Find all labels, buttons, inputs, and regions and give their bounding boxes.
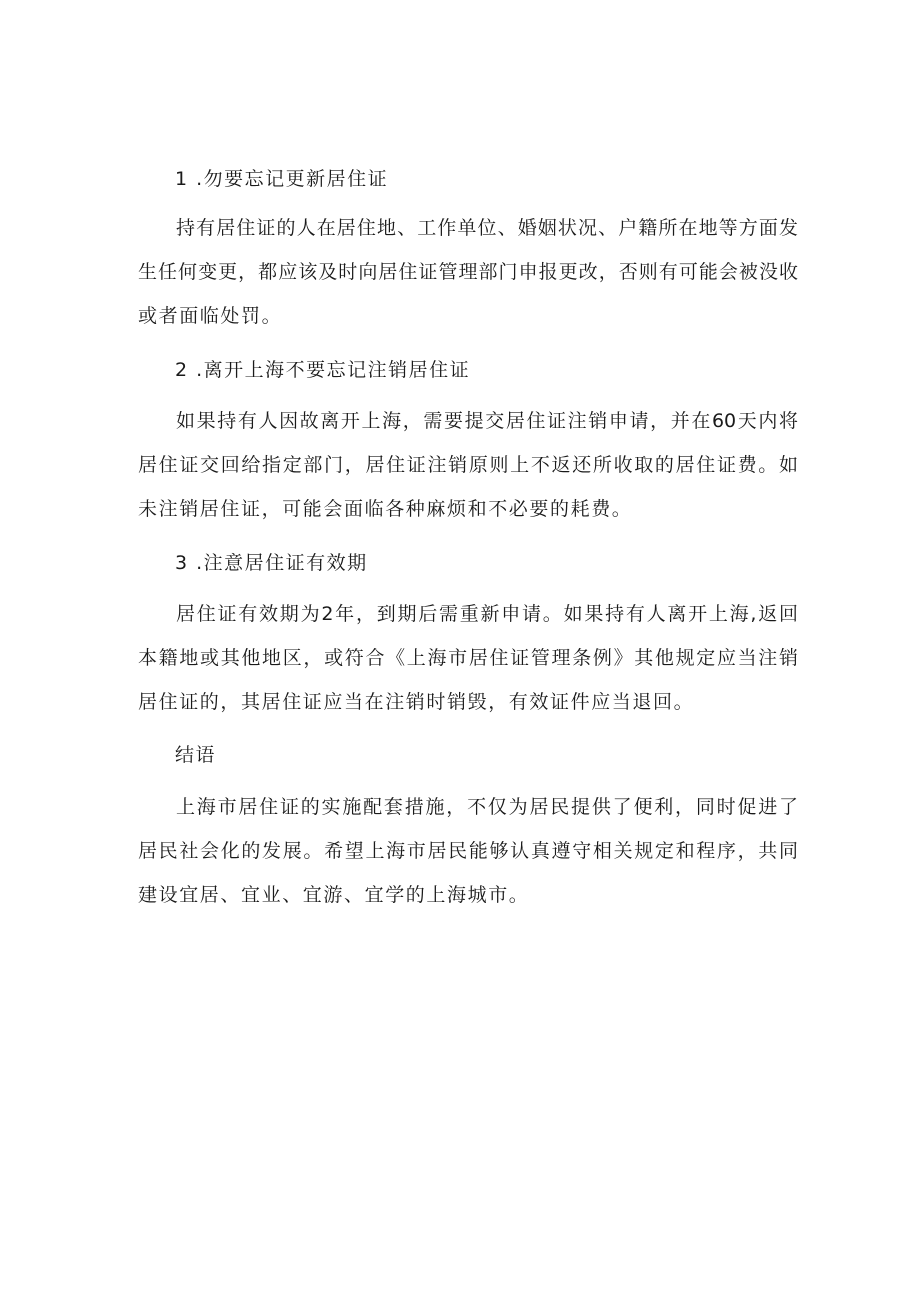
section-2-heading: 2 .离开上海不要忘记注销居住证 bbox=[175, 359, 471, 381]
paragraph-line: 居住证的，其居住证应当在注销时销毁，有效证件应当退回。 bbox=[138, 691, 695, 713]
paragraph-line: 上海市居住证的实施配套措施，不仅为居民提供了便利，同时促进了 bbox=[176, 796, 798, 818]
paragraph-line: 如果持有人因故离开上海，需要提交居住证注销申请，并在60天内将 bbox=[176, 410, 798, 432]
paragraph-line: 居民社会化的发展。希望上海市居民能够认真遵守相关规定和程序，共同 bbox=[138, 840, 798, 862]
section-1-heading: 1 .勿要忘记更新居住证 bbox=[175, 168, 389, 190]
paragraph-line: 居住证交回给指定部门，居住证注销原则上不返还所收取的居住证费。如 bbox=[138, 454, 798, 476]
section-1-paragraph bbox=[138, 216, 798, 348]
paragraph-line: 未注销居住证，可能会面临各种麻烦和不必要的耗费。 bbox=[138, 498, 633, 520]
section-2-paragraph bbox=[138, 409, 798, 541]
paragraph-line: 本籍地或其他地区，或符合《上海市居住证管理条例》其他规定应当注销 bbox=[138, 647, 798, 669]
paragraph-line: 居住证有效期为2年，到期后需重新申请。如果持有人离开上海,返回 bbox=[176, 603, 798, 625]
section-3-paragraph bbox=[138, 602, 798, 734]
paragraph-line: 建设宜居、宜业、宜游、宜学的上海城市。 bbox=[138, 884, 530, 906]
section-3-heading: 3 .注意居住证有效期 bbox=[175, 552, 368, 574]
paragraph-line: 生任何变更，都应该及时向居住证管理部门申报更改，否则有可能会被没收 bbox=[138, 261, 798, 283]
conclusion-heading: 结语 bbox=[175, 744, 217, 766]
paragraph-line: 或者面临处罚。 bbox=[138, 305, 283, 327]
conclusion-paragraph bbox=[138, 795, 798, 927]
paragraph-line: 持有居住证的人在居住地、工作单位、婚姻状况、户籍所在地等方面发 bbox=[176, 217, 798, 239]
